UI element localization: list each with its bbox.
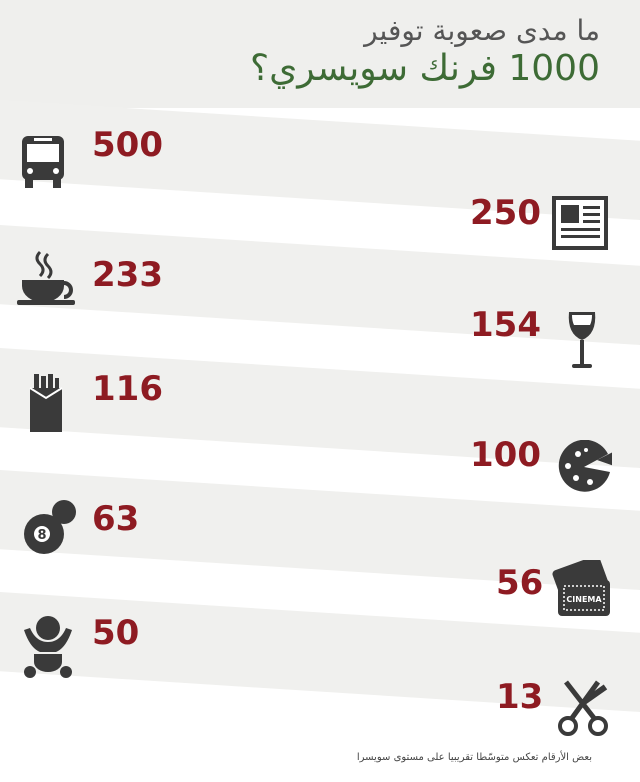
item-value: 154	[470, 305, 541, 345]
title-line-2: 1000 فرنك سويسري؟	[250, 48, 600, 89]
cinema-tickets-icon	[552, 560, 612, 618]
item-value: 116	[92, 369, 163, 409]
item-value: 500	[92, 125, 163, 165]
cigarette-pack-icon	[28, 372, 64, 434]
svg-text:CINEMA: CINEMA	[566, 595, 602, 604]
bus-icon	[20, 134, 66, 190]
item-value: 63	[92, 499, 140, 539]
scissors-comb-icon	[554, 678, 612, 738]
item-value: 100	[470, 435, 541, 475]
coffee-cup-icon	[16, 250, 78, 308]
item-value: 56	[496, 563, 544, 603]
item-value: 250	[470, 193, 541, 233]
newspaper-icon	[552, 196, 608, 250]
svg-text:8: 8	[37, 528, 47, 543]
header	[0, 0, 640, 108]
item-value: 233	[92, 255, 163, 295]
item-value: 13	[496, 677, 544, 717]
footnote: بعض الأرقام تعكس متوسّطا تقريبيا على مستوى سويسرا	[356, 752, 592, 763]
wine-glass-icon	[566, 310, 598, 372]
title-line-1: ما مدى صعوبة توفير	[364, 14, 600, 47]
billiard-balls-icon	[22, 498, 78, 556]
pizza-icon	[556, 440, 612, 494]
baby-icon	[20, 614, 76, 680]
item-value: 50	[92, 613, 140, 653]
